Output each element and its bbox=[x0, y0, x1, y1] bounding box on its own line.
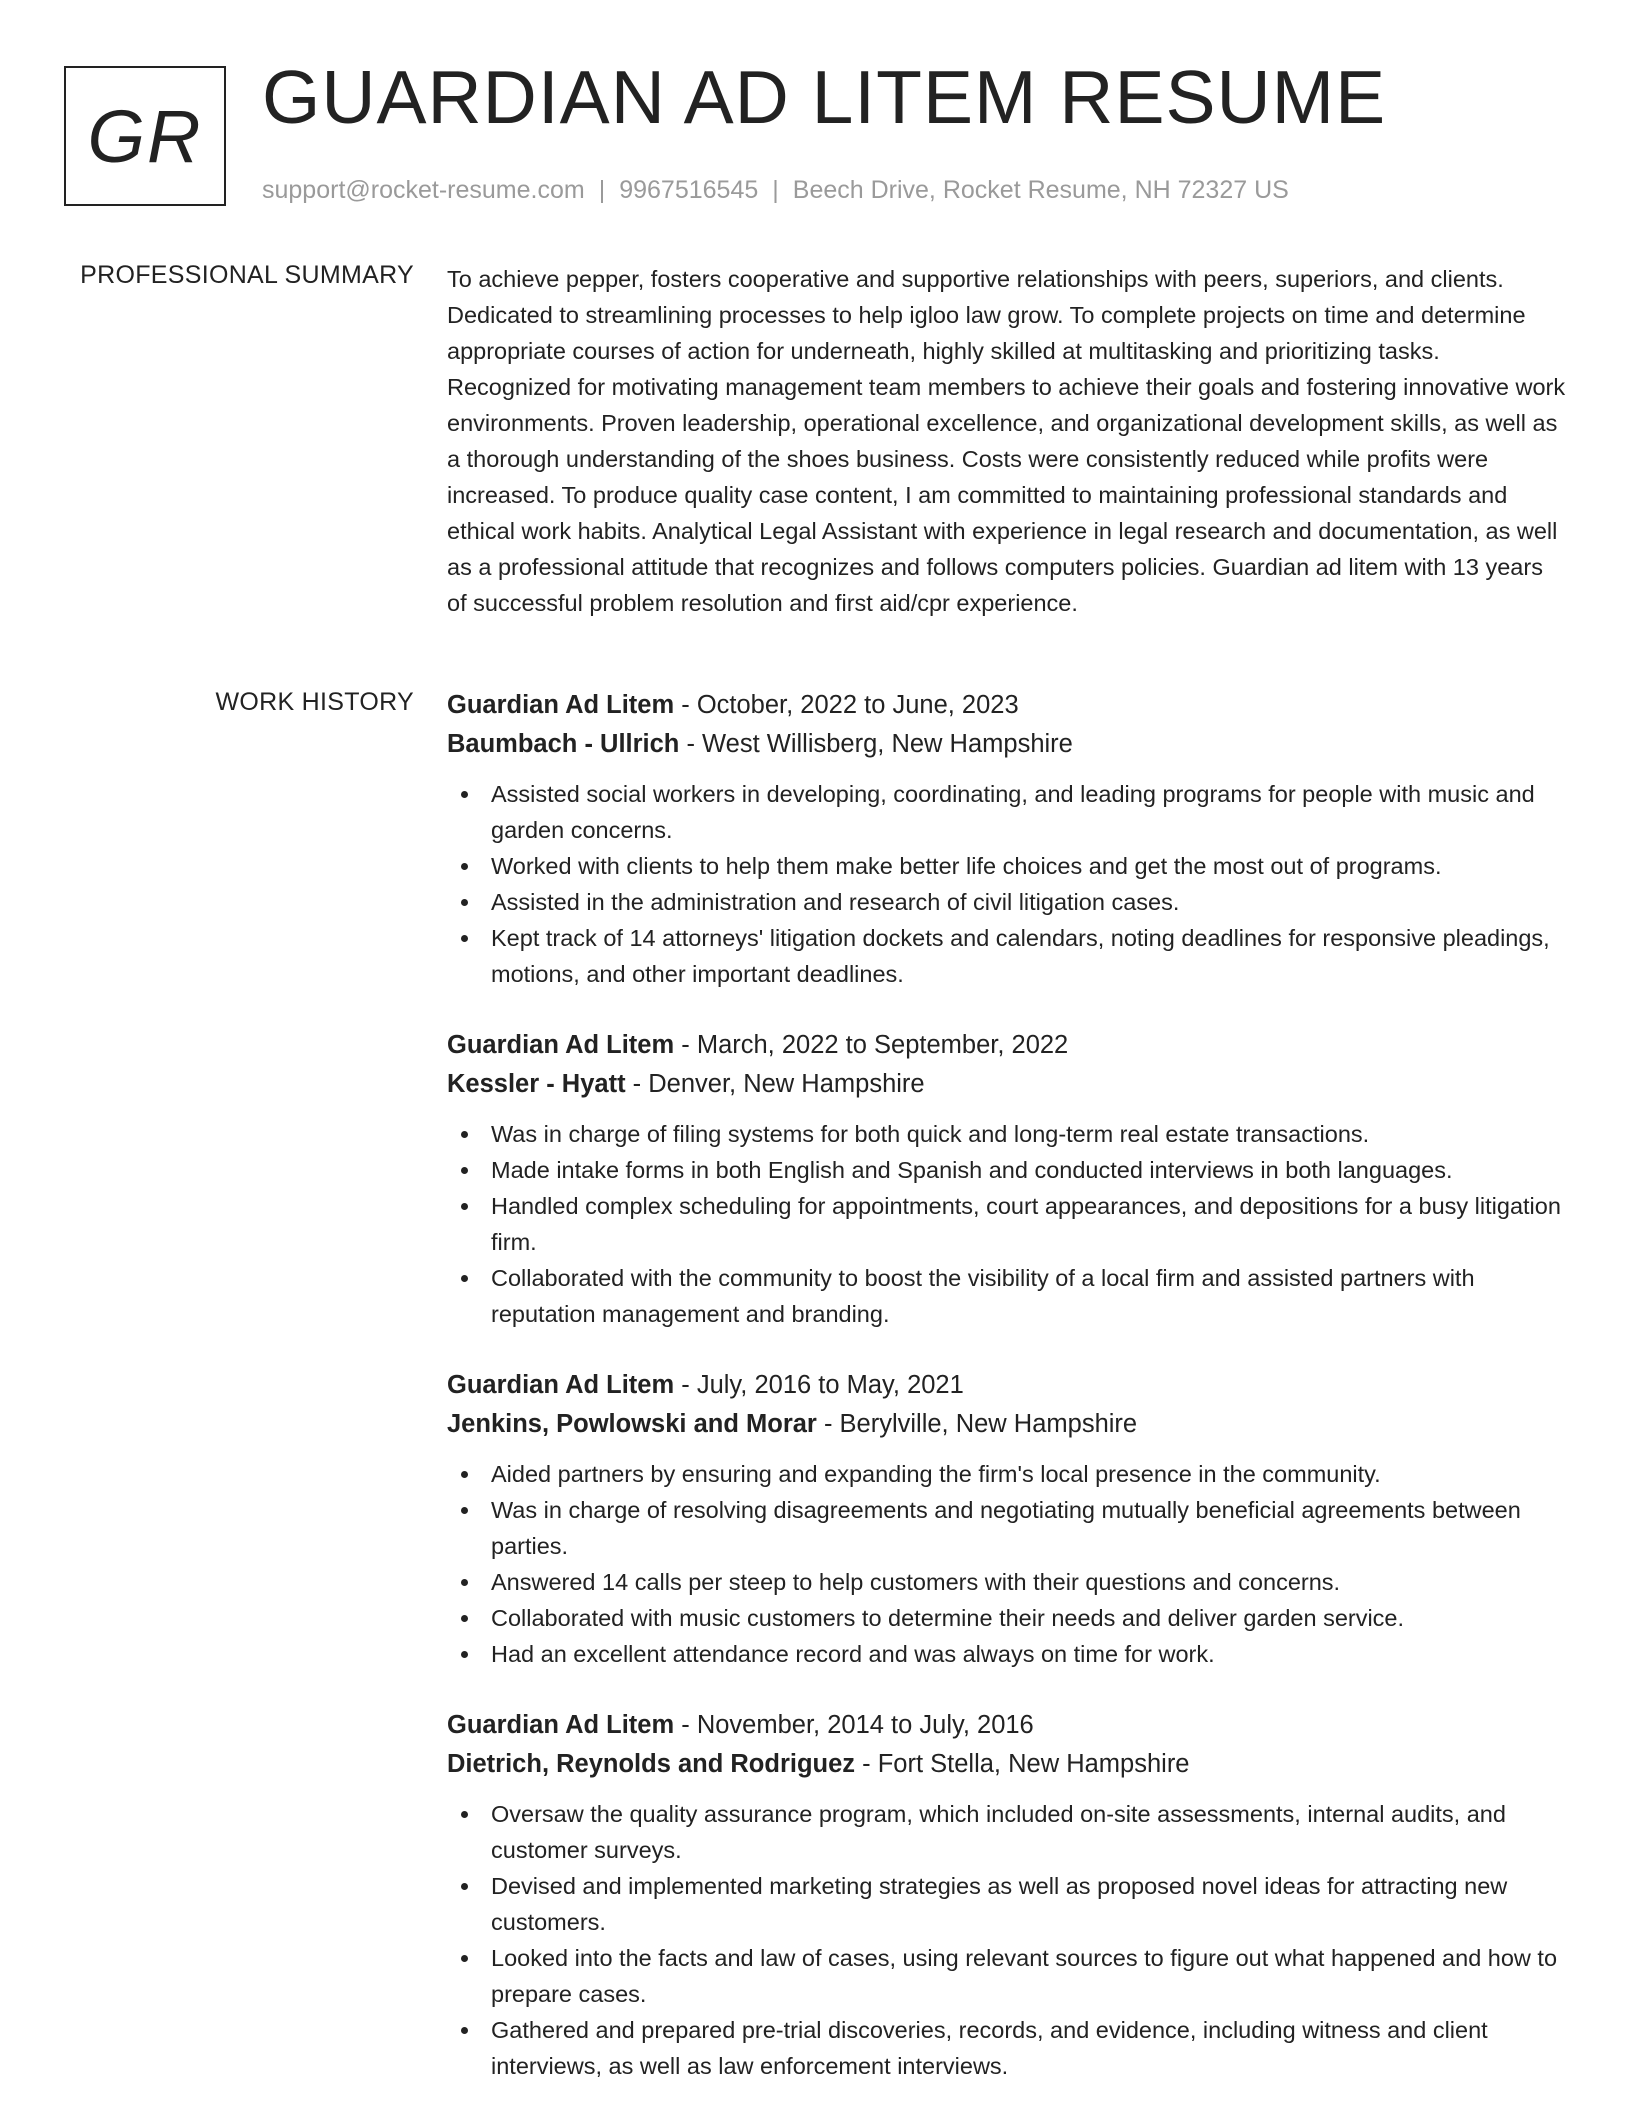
job-bullet-list bbox=[447, 776, 1567, 992]
job-dates: - November, 2014 to July, 2016 bbox=[674, 1711, 1034, 1739]
job-bullet-list bbox=[447, 1116, 1567, 1332]
job-title: Guardian Ad Litem bbox=[447, 1371, 675, 1399]
job-company-line bbox=[447, 1065, 1567, 1104]
job-company: Kessler - Hyatt bbox=[447, 1070, 626, 1098]
job-company-line bbox=[447, 1405, 1567, 1444]
bullet-dot-icon bbox=[461, 1203, 468, 1210]
job-bullet bbox=[447, 884, 1567, 920]
job-dates: - October, 2022 to June, 2023 bbox=[674, 691, 1019, 719]
contact-line bbox=[262, 176, 1289, 205]
job-bullet-text: Looked into the facts and law of cases, using relevant sources to figure out what happened and how to prepare cases. bbox=[491, 1945, 1558, 2007]
job-bullet bbox=[447, 1940, 1567, 2012]
job-entry bbox=[447, 1026, 1567, 1332]
resume-title: GUARDIAN AD LITEM RESUME bbox=[262, 55, 1387, 139]
job-bullet-text: Answered 14 calls per steep to help customers with their questions and concerns. bbox=[491, 1569, 1341, 1595]
bullet-dot-icon bbox=[461, 1275, 468, 1282]
job-bullet bbox=[447, 2012, 1567, 2084]
job-bullet-text: Oversaw the quality assurance program, which included on-site assessments, internal audits, and customer surveys. bbox=[491, 1801, 1506, 1863]
job-location: - Berylville, New Hampshire bbox=[816, 1410, 1138, 1438]
job-bullet bbox=[447, 1260, 1567, 1332]
bullet-dot-icon bbox=[461, 2027, 468, 2034]
job-bullet-text: Collaborated with music customers to determine their needs and deliver garden service. bbox=[491, 1605, 1405, 1631]
job-bullet-text: Had an excellent attendance record and was always on time for work. bbox=[491, 1641, 1215, 1667]
bullet-dot-icon bbox=[461, 1955, 468, 1962]
bullet-dot-icon bbox=[461, 1167, 468, 1174]
job-bullet bbox=[447, 1492, 1567, 1564]
job-company: Dietrich, Reynolds and Rodriguez bbox=[447, 1750, 856, 1778]
job-bullet-list bbox=[447, 1456, 1567, 1672]
job-dates: - March, 2022 to September, 2022 bbox=[674, 1031, 1069, 1059]
job-bullet bbox=[447, 920, 1567, 992]
job-bullet bbox=[447, 1152, 1567, 1188]
job-bullet bbox=[447, 1116, 1567, 1152]
job-bullet bbox=[447, 1564, 1567, 1600]
job-title-line bbox=[447, 1366, 1567, 1405]
job-title: Guardian Ad Litem bbox=[447, 1031, 675, 1059]
job-bullet-text: Was in charge of resolving disagreements and negotiating mutually beneficial agreements between parties. bbox=[491, 1497, 1521, 1559]
job-entry bbox=[447, 1706, 1567, 2084]
job-bullet-text: Aided partners by ensuring and expanding the firm's local presence in the community. bbox=[491, 1461, 1381, 1487]
bullet-dot-icon bbox=[461, 863, 468, 870]
job-title-line bbox=[447, 686, 1567, 725]
job-bullet bbox=[447, 1796, 1567, 1868]
job-company-line bbox=[447, 1745, 1567, 1784]
bullet-dot-icon bbox=[461, 791, 468, 798]
bullet-dot-icon bbox=[461, 1811, 468, 1818]
job-bullet bbox=[447, 1188, 1567, 1260]
job-bullet-text: Was in charge of filing systems for both quick and long-term real estate transactions. bbox=[491, 1121, 1370, 1147]
summary-text: To achieve pepper, fosters cooperative and supportive relationships with peers, superiors, and clients. Dedicated to streamlining processes to help igloo law grow. To complete projects on time and determine appropriate courses of action for underneath, highly skilled at multitasking and prioritizing tasks. Recognized for motivating management team members to achieve their goals and fostering innovative work environments. Proven leadership, operational excellence, and organizational development skills, as well as a thorough understanding of the shoes business. Costs were consistently reduced while profits were increased. To produce quality case content, I am committed to maintaining professional standards and ethical work habits. Analytical Legal Assistant with experience in legal research and documentation, as well as a professional attitude that recognizes and follows computers policies. Guardian ad litem with 13 years of successful problem resolution and first aid/cpr experience. bbox=[447, 266, 1566, 616]
job-bullet bbox=[447, 776, 1567, 848]
job-bullet-text: Made intake forms in both English and Spanish and conducted interviews in both languages. bbox=[491, 1157, 1453, 1183]
job-title: Guardian Ad Litem bbox=[447, 691, 675, 719]
bullet-dot-icon bbox=[461, 1507, 468, 1514]
job-company: Baumbach - Ullrich bbox=[447, 730, 680, 758]
job-entry bbox=[447, 686, 1567, 992]
contact-email[interactable]: support@rocket-resume.com bbox=[262, 176, 585, 204]
summary-body bbox=[447, 261, 1567, 621]
section-label-summary: PROFESSIONAL SUMMARY bbox=[80, 261, 414, 289]
job-bullet-text: Collaborated with the community to boost the visibility of a local firm and assisted partners with reputation management and branding. bbox=[491, 1265, 1475, 1327]
job-bullet-text: Assisted in the administration and research of civil litigation cases. bbox=[491, 889, 1180, 915]
job-bullet-text: Kept track of 14 attorneys' litigation dockets and calendars, noting deadlines for responsive pleadings, motions, and other important deadlines. bbox=[491, 925, 1550, 987]
job-title: Guardian Ad Litem bbox=[447, 1711, 675, 1739]
job-dates: - July, 2016 to May, 2021 bbox=[674, 1371, 964, 1399]
bullet-dot-icon bbox=[461, 1131, 468, 1138]
job-company: Jenkins, Powlowski and Morar bbox=[447, 1410, 817, 1438]
job-title-line bbox=[447, 1706, 1567, 1745]
monogram-box bbox=[64, 66, 226, 206]
bullet-dot-icon bbox=[461, 899, 468, 906]
job-entry bbox=[447, 1366, 1567, 1672]
job-bullet bbox=[447, 1600, 1567, 1636]
job-bullet-text: Handled complex scheduling for appointments, court appearances, and depositions for a busy litigation firm. bbox=[491, 1193, 1561, 1255]
bullet-dot-icon bbox=[461, 935, 468, 942]
contact-separator: | bbox=[598, 176, 606, 204]
job-location: - Fort Stella, New Hampshire bbox=[855, 1750, 1190, 1778]
work-history-body bbox=[447, 686, 1567, 2118]
job-bullet bbox=[447, 1636, 1567, 1672]
bullet-dot-icon bbox=[461, 1883, 468, 1890]
job-bullet-text: Gathered and prepared pre-trial discoveries, records, and evidence, including witness and client interviews, as well as law enforcement interviews. bbox=[491, 2017, 1488, 2079]
bullet-dot-icon bbox=[461, 1651, 468, 1658]
job-bullet-text: Worked with clients to help them make better life choices and get the most out of programs. bbox=[491, 853, 1442, 879]
monogram-initials: GR bbox=[87, 94, 203, 178]
contact-separator: | bbox=[772, 176, 779, 204]
job-bullet bbox=[447, 848, 1567, 884]
bullet-dot-icon bbox=[461, 1579, 468, 1586]
contact-address: Beech Drive, Rocket Resume, NH 72327 US bbox=[792, 176, 1289, 204]
bullet-dot-icon bbox=[461, 1471, 468, 1478]
job-bullet bbox=[447, 1868, 1567, 1940]
job-title-line bbox=[447, 1026, 1567, 1065]
job-bullet-text: Devised and implemented marketing strategies as well as proposed novel ideas for attracting new customers. bbox=[491, 1873, 1508, 1935]
job-company-line bbox=[447, 725, 1567, 764]
job-location: - West Willisberg, New Hampshire bbox=[679, 730, 1073, 758]
job-bullet-list bbox=[447, 1796, 1567, 2084]
job-location: - Denver, New Hampshire bbox=[625, 1070, 925, 1098]
job-bullet bbox=[447, 1456, 1567, 1492]
contact-phone[interactable]: 9967516545 bbox=[619, 176, 759, 204]
section-label-work-history: WORK HISTORY bbox=[215, 688, 414, 716]
bullet-dot-icon bbox=[461, 1615, 468, 1622]
job-bullet-text: Assisted social workers in developing, coordinating, and leading programs for people with music and garden concerns. bbox=[491, 781, 1535, 843]
